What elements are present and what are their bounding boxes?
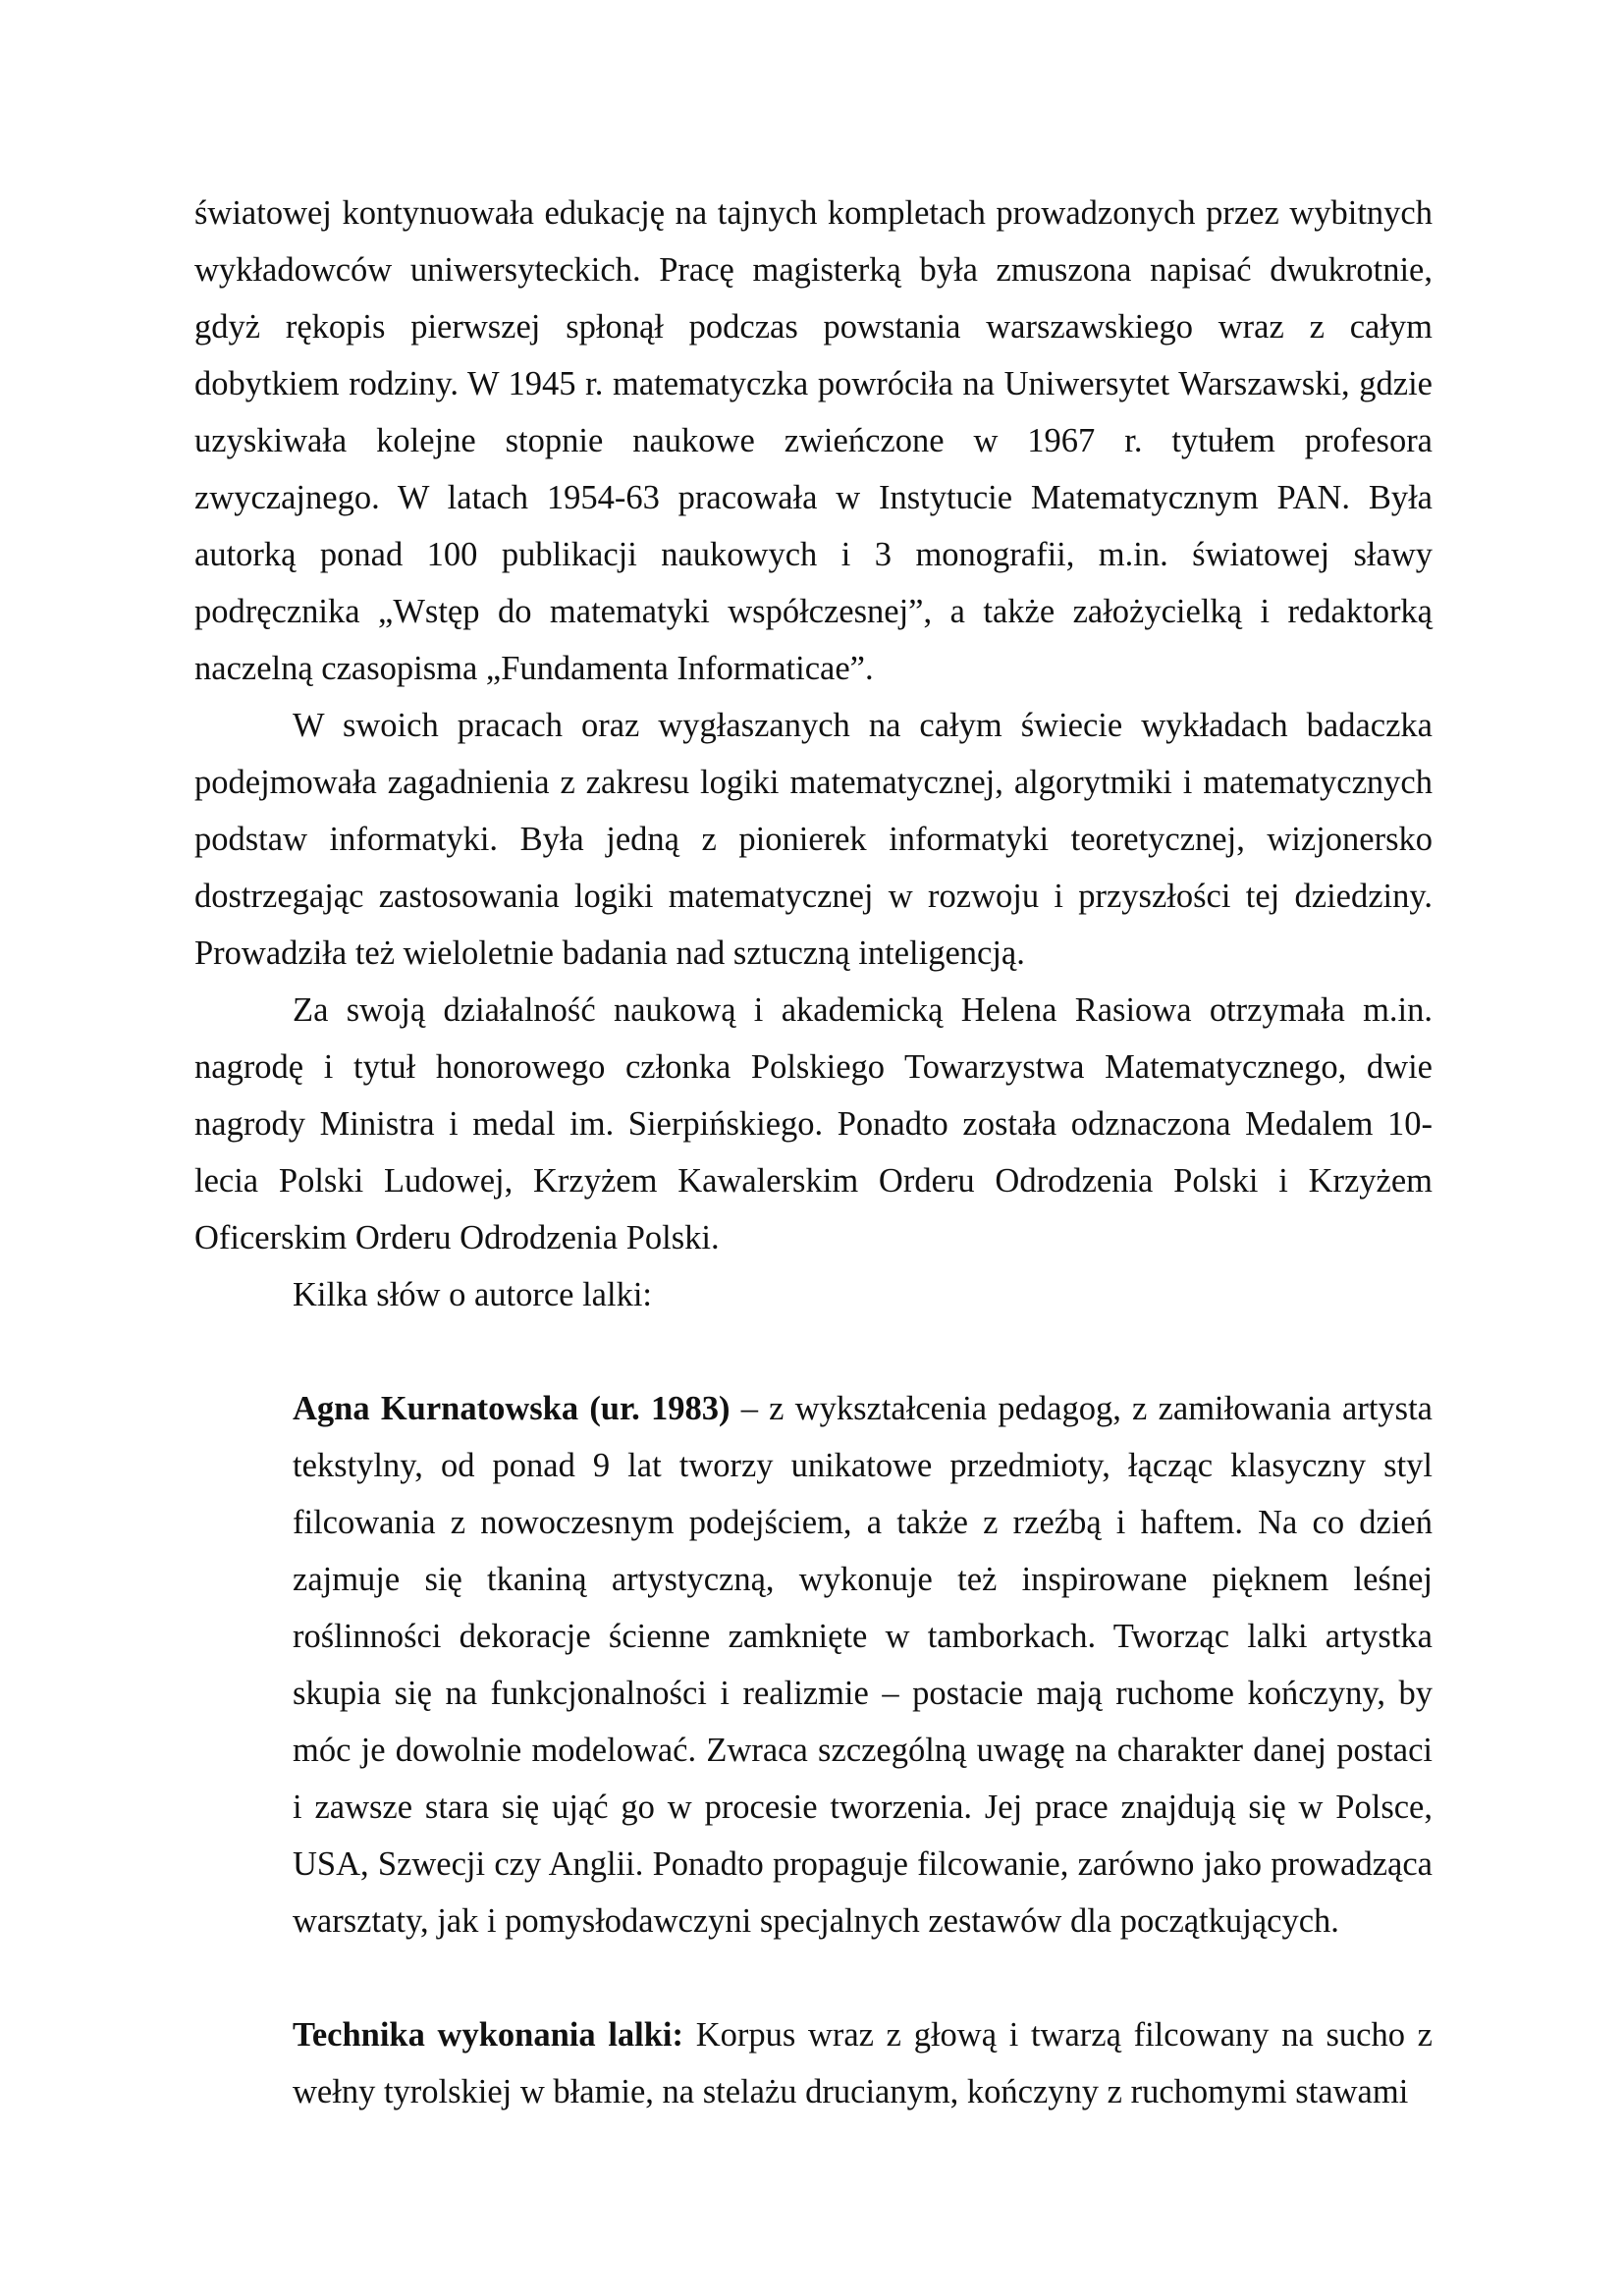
paragraph-author-bio xyxy=(293,1380,1433,1949)
paragraph-awards: Za swoją działalność naukową i akademicką Helena Rasiowa otrzymała m.in. nagrodę i tytuł honorowego członka Polskiego Towarzystwa Matematycznego, dwie nagrody Ministra i medal im. Sierpińskiego. Ponadto została odznaczona Medalem 10-lecia Polski Ludowej, Krzyżem Kawalerskim Orderu Odrodzenia Polski i Krzyżem Oficerskim Orderu Odrodzenia Polski. xyxy=(194,991,1433,1256)
paragraph-research: W swoich pracach oraz wygłaszanych na całym świecie wykładach badaczka podejmowała zagadnienia z zakresu logiki matematycznej, algorytmiki i matematycznych podstaw informatyki. Była jedną z pionierek informatyki teoretycznej, wizjonersko dostrzegając zastosowania logiki matematycznej w rozwoju i przyszłości tej dziedziny. Prowadziła też wieloletnie badania nad sztuczną inteligencją. xyxy=(194,707,1433,972)
technique-text: Korpus wraz z głową i twarzą filcowany na sucho z wełny tyrolskiej w błamie, na stelażu drucianym, kończyny z ruchomymi stawami xyxy=(293,2016,1433,2110)
paragraph-education: światowej kontynuowała edukację na tajnych kompletach prowadzonych przez wybitnych wykładowców uniwersyteckich. Pracę magisterką była zmuszona napisać dwukrotnie, gdyż rękopis pierwszej spłonął podczas powstania warszawskiego wraz z całym dobytkiem rodziny. W 1945 r. matematyczka powróciła na Uniwersytet Warszawski, gdzie uzyskiwała kolejne stopnie naukowe zwieńczone w 1967 r. tytułem profesora zwyczajnego. W latach 1954-63 pracowała w Instytucie Matematycznym PAN. Była autorką ponad 100 publikacji naukowych i 3 monografii, m.in. światowej sławy podręcznika „Wstęp do matematyki współczesnej”, a także założycielką i redaktorką naczelną czasopisma „Fundamenta Informaticae”. xyxy=(194,194,1433,687)
paragraph-author-intro: Kilka słów o autorce lalki: xyxy=(293,1276,652,1313)
paragraph-technique xyxy=(293,2006,1433,2120)
document-body xyxy=(194,185,1433,2120)
author-bio-text: – z wykształcenia pedagog, z zamiłowania artysta tekstylny, od ponad 9 lat tworzy unikatowe przedmioty, łącząc klasyczny styl filcowania z nowoczesnym podejściem, a także z rzeźbą i haftem. Na co dzień zajmuje się tkaniną artystyczną, wykonuje też inspirowane pięknem leśnej roślinności dekoracje ścienne zamknięte w tamborkach. Tworząc lalki artystka skupia się na funkcjonalności i realizmie – postacie mają ruchome kończyny, by móc je dowolnie modelować. Zwraca szczególną uwagę na charakter danej postaci i zawsze stara się ująć go w procesie tworzenia. Jej prace znajdują się w Polsce, USA, Szwecji czy Anglii. Ponadto propaguje filcowanie, zarówno jako prowadząca warsztaty, jak i pomysłodawczyni specjalnych zestawów dla początkujących. xyxy=(293,1390,1433,1940)
technique-label: Technika wykonania lalki: xyxy=(293,2016,683,2054)
author-name: Agna Kurnatowska (ur. 1983) xyxy=(293,1390,731,1427)
